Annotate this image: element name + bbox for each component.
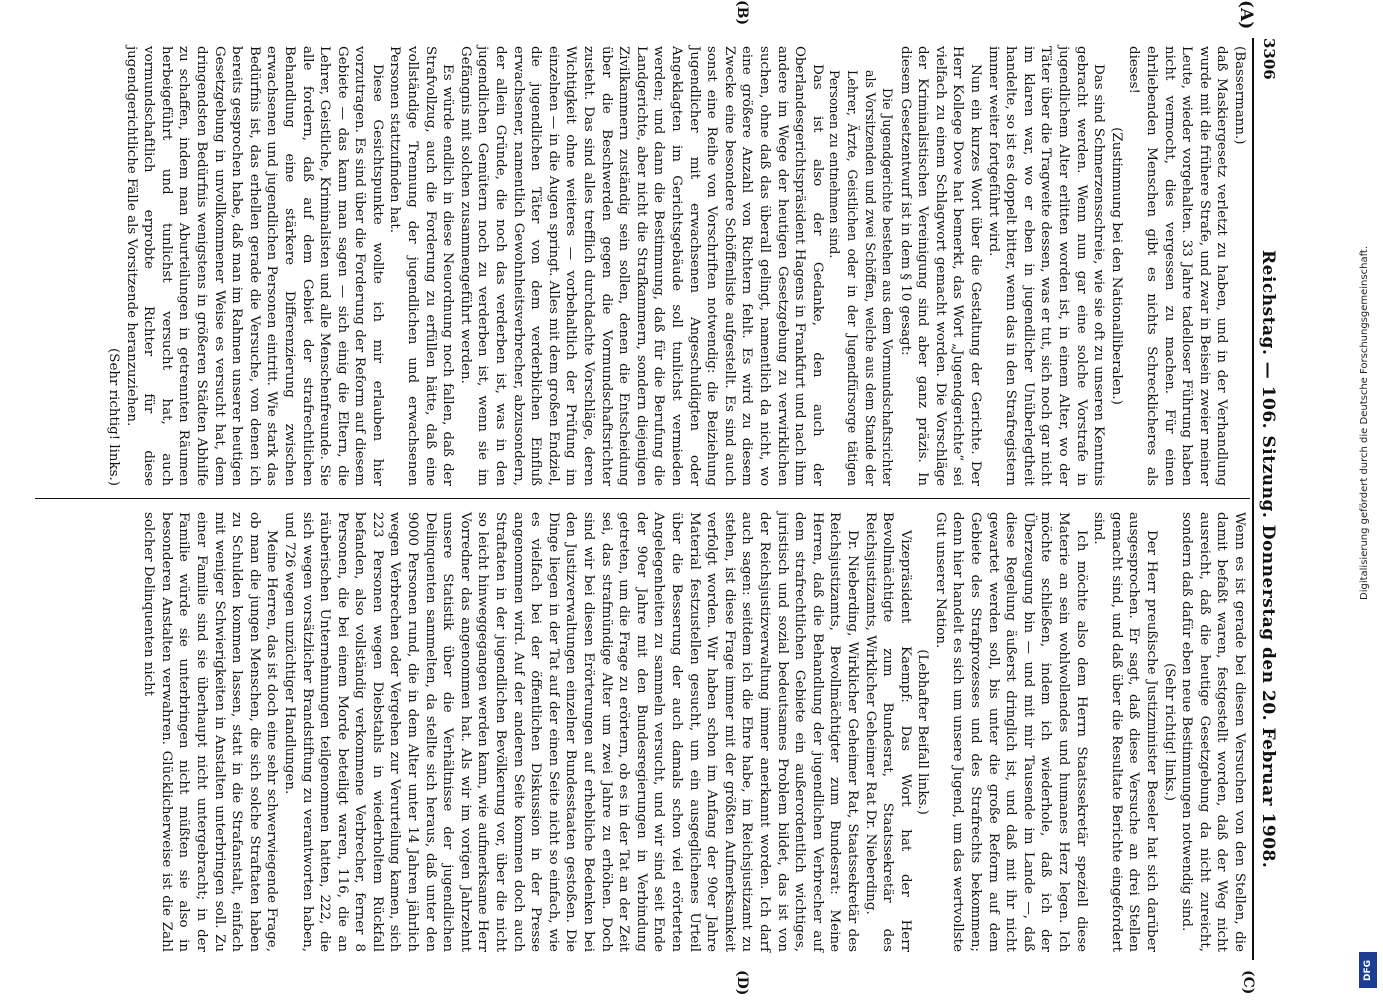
interjection: (Sehr richtig! links.) bbox=[1161, 663, 1177, 801]
paragraph: Das ist also der Gedanke, den auch der Oberlandesgerichtspräsident Hagens in Frankfurt und nach ihm andere im Wege der heutigen Gesetzgebung zu verwirklichen suchen, ohne daß das überall gelingt, namentlich da nicht, wo eine größere Anzahl von Richtern fehlt. Es wird zu diesem Zwecke eine besondere Schöffenliste aufgestellt. Es sind auch sonst eine Reihe von Vorschriften notwendig: die Beiziehung Jugendlicher mit erwachsenen Angeschuldigten oder Angeklagten im Gerichtsgebäude soll tunlichst vermieden werden; und dann die Bestimmung, daß für die Berufung die Landgerichte, aber nicht die Strafkammern, sondern diejenigen Zivilkammern zuständig sein sollen, denen die Entscheidung über die Beschwerden gegen die Vormundschaftsrichter zusteht. Das sind alles trefflich durchdachte Vorschläge, deren Wichtigkeit ohne weiteres — vorbehaltlich der Prüfung im einzelnen — in die Augen springt. Alles mit dem großen Endziel, die jugendlichen Täter von dem verderblichen Einfluß erwachsener, namentlich Gewohnheitsverbrecher, abzusondern, der allein Gründe, die noch das verderben ist, was in den jugendlichen Gemütern noch zu verderben ist, wenn sie im Gefängnis mit solchen zusammengeführt werden. bbox=[457, 46, 825, 486]
paragraph: Es würde endlich in diese Neuordnung noch fallen, daß der Strafvollzug, auch die Forderung zu erfüllen hätte, daß eine vollständige Trennung der jugendlichen und erwachsenen Personen stattzufinden hat. bbox=[387, 46, 456, 486]
speaker-name: (Bassermann.) bbox=[1232, 46, 1247, 145]
margin-mark-b: (B) bbox=[734, 0, 750, 26]
dfg-logo: DFG bbox=[1359, 952, 1377, 988]
quotation: Die Jugendgerichte bestehen aus dem Vormundschaftsrichter als Vorsitzenden und zwei Schöffen, welche aus dem Stande der Lehrer, Ärzte, Geistlichen oder in der Jugendfürsorge tätigen Personen zu entnehmen sind. bbox=[827, 70, 896, 486]
page-number: 3306 bbox=[1260, 38, 1278, 80]
header-rule bbox=[1252, 38, 1254, 960]
interjection: (Zustimmung bei den Nationalliberalen.) bbox=[1108, 127, 1124, 405]
paragraph: Dr. Nieberding, Wirklicher Geheimer Rat, Staatssekretär des Reichsjustizamts, Bevollmächtigter zum Bundesrat: Meine Herren, daß die Behandlung der jugendlichen Verbrecher auf dem strafrechtlichen Gebiete ein außerordentlich wichtiges, juristisch und sozial bedeutsames Problem bildet, das ist von der Reichsjustizverwaltung immer anerkannt worden. Ich darf auch sagen: seitdem ich die Ehre habe, im Reichsjustizamt zu stehen, ist diese Frage immer mit der größten Aufmerksamkeit verfolgt worden. Wir haben schon im Anfang der 90er Jahre Material festzustellen gesucht, um ein ausgeglichenes Urteil über die Besserung der auch damals schon viel erörterten Angelegenheiten zu sammeln versucht, und wir sind seit Ende der 90er Jahre mit den Bundesregierungen in Verbindung getreten, um die Frage zu erörtern, ob es in der Tat an der Zeit sei, das strafmündige Alter um zwei Jahre zu erhöhen. Doch sind wir bei diesen Erörterungen auf erhebliche Bedenken bei den Justizverwaltungen einzelner Bundesstaaten gestoßen. Die Dinge liegen in der Tat auf der einen Seite nicht so einfach, wie es vielfach bei der öffentlichen Diskussion in der Presse angenommen wird. Auf der anderen Seite kommen doch auch Straftaten in der jugendlichen Bevölkerung vor, über die nicht so leicht hinweggegangen werden kann, wie aufmerksame Herr Vorredner das angenommen hat. Als wir im vorigen Jahrzehnt unsere Statistik über die Verhältnisse der jugendlichen Delinquenten sammelten, da stellte sich heraus, daß unter den 9000 Personen rund, die in dem Alter unter 14 Jahren jährlich wegen Verbrechen oder Vergehen zur Verurteilung kamen, sich 223 Personen wegen Diebstahls in wiederholtem Rückfall befanden, also vollständig verkommene Verbrecher, ferner 8 Personen, die bei einem Morde beteiligt waren, 116, die an räuberischen Unternehmungen teilgenommen hatten, 222, die sich wegen vorsätzlicher Brandstiftung zu verantworten haben, und 726 wegen unzüchtiger Handlungen. bbox=[281, 512, 860, 952]
digitization-footer bbox=[1355, 0, 1383, 1000]
interjection: (Sehr richtig! links.) bbox=[106, 348, 121, 486]
paragraph: Wenn es ist gerade bei diesen Versuchen von den Stellen, die damit befaßt waren, festgestellt worden, daß der Weg nicht ausreicht, daß die heutige Gesetzgebung da nicht zureicht, sondern daß dafür eben neue Bestimmungen notwendig sind. bbox=[1179, 512, 1247, 952]
left-column bbox=[104, 46, 1248, 486]
paragraph: Diese Gesichtspunkte wollte ich mir erlauben hier vorzutragen. Es sind über die Forderung der Reform auf diesem Gebiete — das kann man sagen — sich einig die Eltern, die Lehrer, Geistliche, Kriminalisten und alle Menschenfreunde. Sie alle fordern, daß auf dem Gebiet der strafrechtlichen Behandlung eine stärkere Differenzierung zwischen erwachsenen und jugendlichen Personen eintritt. Wie stark das Bedürfnis ist, das erhellen gerade die Versuche, von denen ich bereits gesprochen habe, daß man im Rahmen unserer heutigen Gesetzgebung in unvollkommener Weise es versucht hat, dem dringendsten Bedürfnis wenigstens in größeren Städten Abhilfe zu schaffen, indem man Aburteilungen in getrennten Räumen herbeigeführt und tunlichst versucht hat, auch vormundschaftlich erprobte Richter für diese jugendgerichtliche Fälle als Vorsitzende heranzuziehen. bbox=[123, 46, 385, 486]
margin-mark-d: (D) bbox=[734, 970, 750, 996]
speaker-intro: Vizepräsident Kaempf: Das Wort hat der Herr Bevollmächtigte zum Bundesrat, Staatssekretär des Reichsjustizamts, Wirklicher Geheimer Rat Dr. Nieberding. bbox=[862, 512, 913, 952]
paragraph: Meine Herren, das ist doch eine sehr schwerwiegende Frage, ob man die jungen Menschen, die sich solche Straftaten haben zu Schulden kommen lassen, statt in die Strafanstalt, einfach mit weniger Schwierigkeiten in Anstalten unterbringen soll. Zu einer Familie sind sie überhaupt nicht untergebracht; in der Familie würde sie unterbringen nicht müßten sie also in besonderen Anstalten verwahren. Glücklicherweise ist die Zahl solcher Delinquenten nicht bbox=[141, 512, 280, 952]
margin-mark-a: (A) bbox=[1236, 0, 1256, 30]
footer-credit: Digitalisierung gefördert durch die Deutsche Forschungsgemeinschaft. bbox=[1359, 245, 1370, 600]
paragraph: Der Herr preußische Justizminister Beseler hat sich darüber ausgesprochen. Er sagt, daß diese Versuche an drei Stellen gemacht sind, und daß über die Resultate Berichte eingefordert sind. bbox=[1091, 512, 1160, 952]
paragraph: Nun ein kurzes Wort über die Gestaltung der Gerichte. Der Herr Kollege Dove hat bemerkt, das Wort „Jugendgerichte“ sei vielfach zu einem Schlagwort gemacht worden. Die Vorschläge der Kriminalistischen Vereinigung sind aber ganz präzis. In diesem Gesetzentwurf ist in dem § 10 gesagt: bbox=[897, 46, 984, 486]
paragraph: Das sind Schmerzensschreie, wie sie oft zu unseren Kenntnis gebracht werden. Wenn nun gar eine solche Vorstrafe in jugendlichem Alter erlitten worden ist, in einem Alter, wo der Täter über die Tragweite dessen, was er tut, sich noch gar nicht im klaren war, wo er eben in jugendlicher Unüberlegtheit handelte, so ist es doppelt bitter, wenn das in den Strafregistern immer weiter fortgeführt wird. bbox=[985, 46, 1107, 486]
interjection: (Lebhafter Beifall links.) bbox=[915, 649, 931, 815]
right-column bbox=[140, 512, 1248, 952]
running-head: Reichstag. — 106. Sitzung. Donnerstag den 20. Februar 1908. bbox=[1258, 250, 1278, 869]
paragraph: Ich möchte also dem Herrn Staatssekretär speziell diese Materie an sein wohlwollendes und humanes Herz legen. Ich möchte schließen, indem ich wiederhole, daß ich der Überzeugung bin — und mit mir Tausende im Lande —, daß diese Regelung äußerst dringlich ist, und daß mit ihr nicht gewartet werden soll, bis unter die große Reform auf dem Gebiete des Strafprozesses und des Strafrechts bekommen; denn hier handelt es sich um unsere Jugend, um das wertvollste Gut unserer Nation. bbox=[932, 512, 1089, 952]
column-rule bbox=[35, 498, 1250, 499]
margin-mark-c: (C) bbox=[1240, 970, 1256, 995]
paragraph: daß Maskiergesetz verletzt zu haben, und in der Verhandlung wurde mit die frühere Strafe, und zwar in Beisein zweier meiner Leute, wieder vorgehalten. 33 Jahre tadelloser Führung haben nicht vermocht, dies vergessen zu machen. Für einen ehrliebenden Menschen gibt es nichts Schrecklicheres als dieses! bbox=[1126, 46, 1230, 486]
